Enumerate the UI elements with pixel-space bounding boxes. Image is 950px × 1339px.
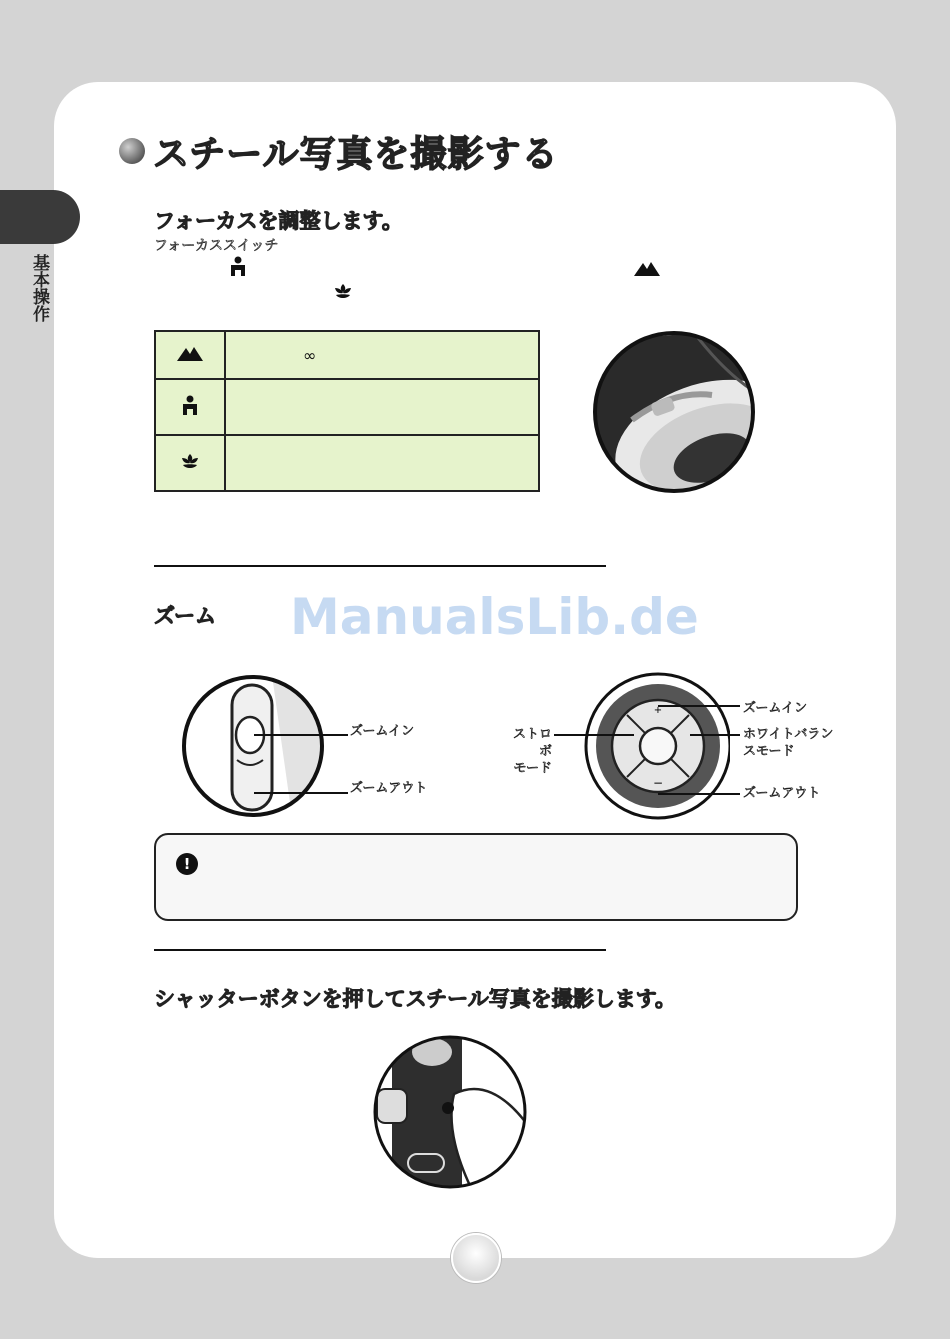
infinity-symbol: ∞ (303, 345, 317, 365)
shutter-button-illustration (372, 1034, 528, 1190)
warning-note-box (154, 833, 798, 921)
table-row (155, 379, 539, 435)
dial-leader-lines (554, 700, 764, 800)
focus-switch-label: フォーカススイッチ (154, 238, 279, 254)
focus-mode-table (154, 330, 540, 492)
macro-flower-icon (180, 452, 200, 470)
flash-mode-label (502, 726, 552, 777)
section-divider (154, 565, 606, 567)
table-cell-desc (225, 435, 539, 491)
mountain-icon (634, 260, 660, 276)
person-icon (181, 395, 199, 415)
table-row (155, 435, 539, 491)
macro-flower-icon (333, 282, 353, 300)
flash-mode-label-line2: モード (513, 761, 552, 776)
section-divider (154, 949, 606, 951)
table-cell-icon (155, 435, 225, 491)
page-title: スチール写真を撮影する (153, 134, 559, 175)
section-tab (0, 190, 80, 244)
zoom-out-label-right: ズームアウト (743, 786, 821, 801)
table-cell-desc (225, 379, 539, 435)
white-balance-label-line2: スモード (743, 744, 795, 759)
table-cell-desc (225, 331, 539, 379)
table-cell-icon (155, 379, 225, 435)
focus-switch-illustration (592, 330, 756, 494)
shutter-heading: シャッターボタンを押してスチール写真を撮影します。 (154, 987, 677, 1011)
exclamation-icon: ! (176, 853, 198, 875)
flash-mode-label-line1: ストロボ (512, 727, 552, 759)
zoom-in-label-left: ズームイン (350, 724, 415, 739)
zoom-lever-illustration (182, 675, 352, 817)
white-balance-label-line1: ホワイトバラン (743, 727, 834, 742)
svg-text:+: + (653, 705, 663, 716)
zoom-out-label-left: ズームアウト (350, 781, 428, 796)
table-cell-icon (155, 331, 225, 379)
svg-text:−: − (652, 776, 664, 790)
page-number-badge (451, 1233, 501, 1283)
zoom-in-label-right: ズームイン (743, 701, 808, 716)
watermark: ManualsLib.de (290, 588, 699, 646)
zoom-heading: ズーム (154, 604, 216, 628)
person-icon (229, 256, 247, 276)
title-bullet-icon (119, 138, 145, 164)
mountain-icon (177, 345, 203, 361)
focus-heading: フォーカスを調整します。 (154, 209, 403, 233)
section-tab-label: 基本操作 (29, 254, 49, 322)
white-balance-label (743, 726, 833, 760)
table-row (155, 331, 539, 379)
